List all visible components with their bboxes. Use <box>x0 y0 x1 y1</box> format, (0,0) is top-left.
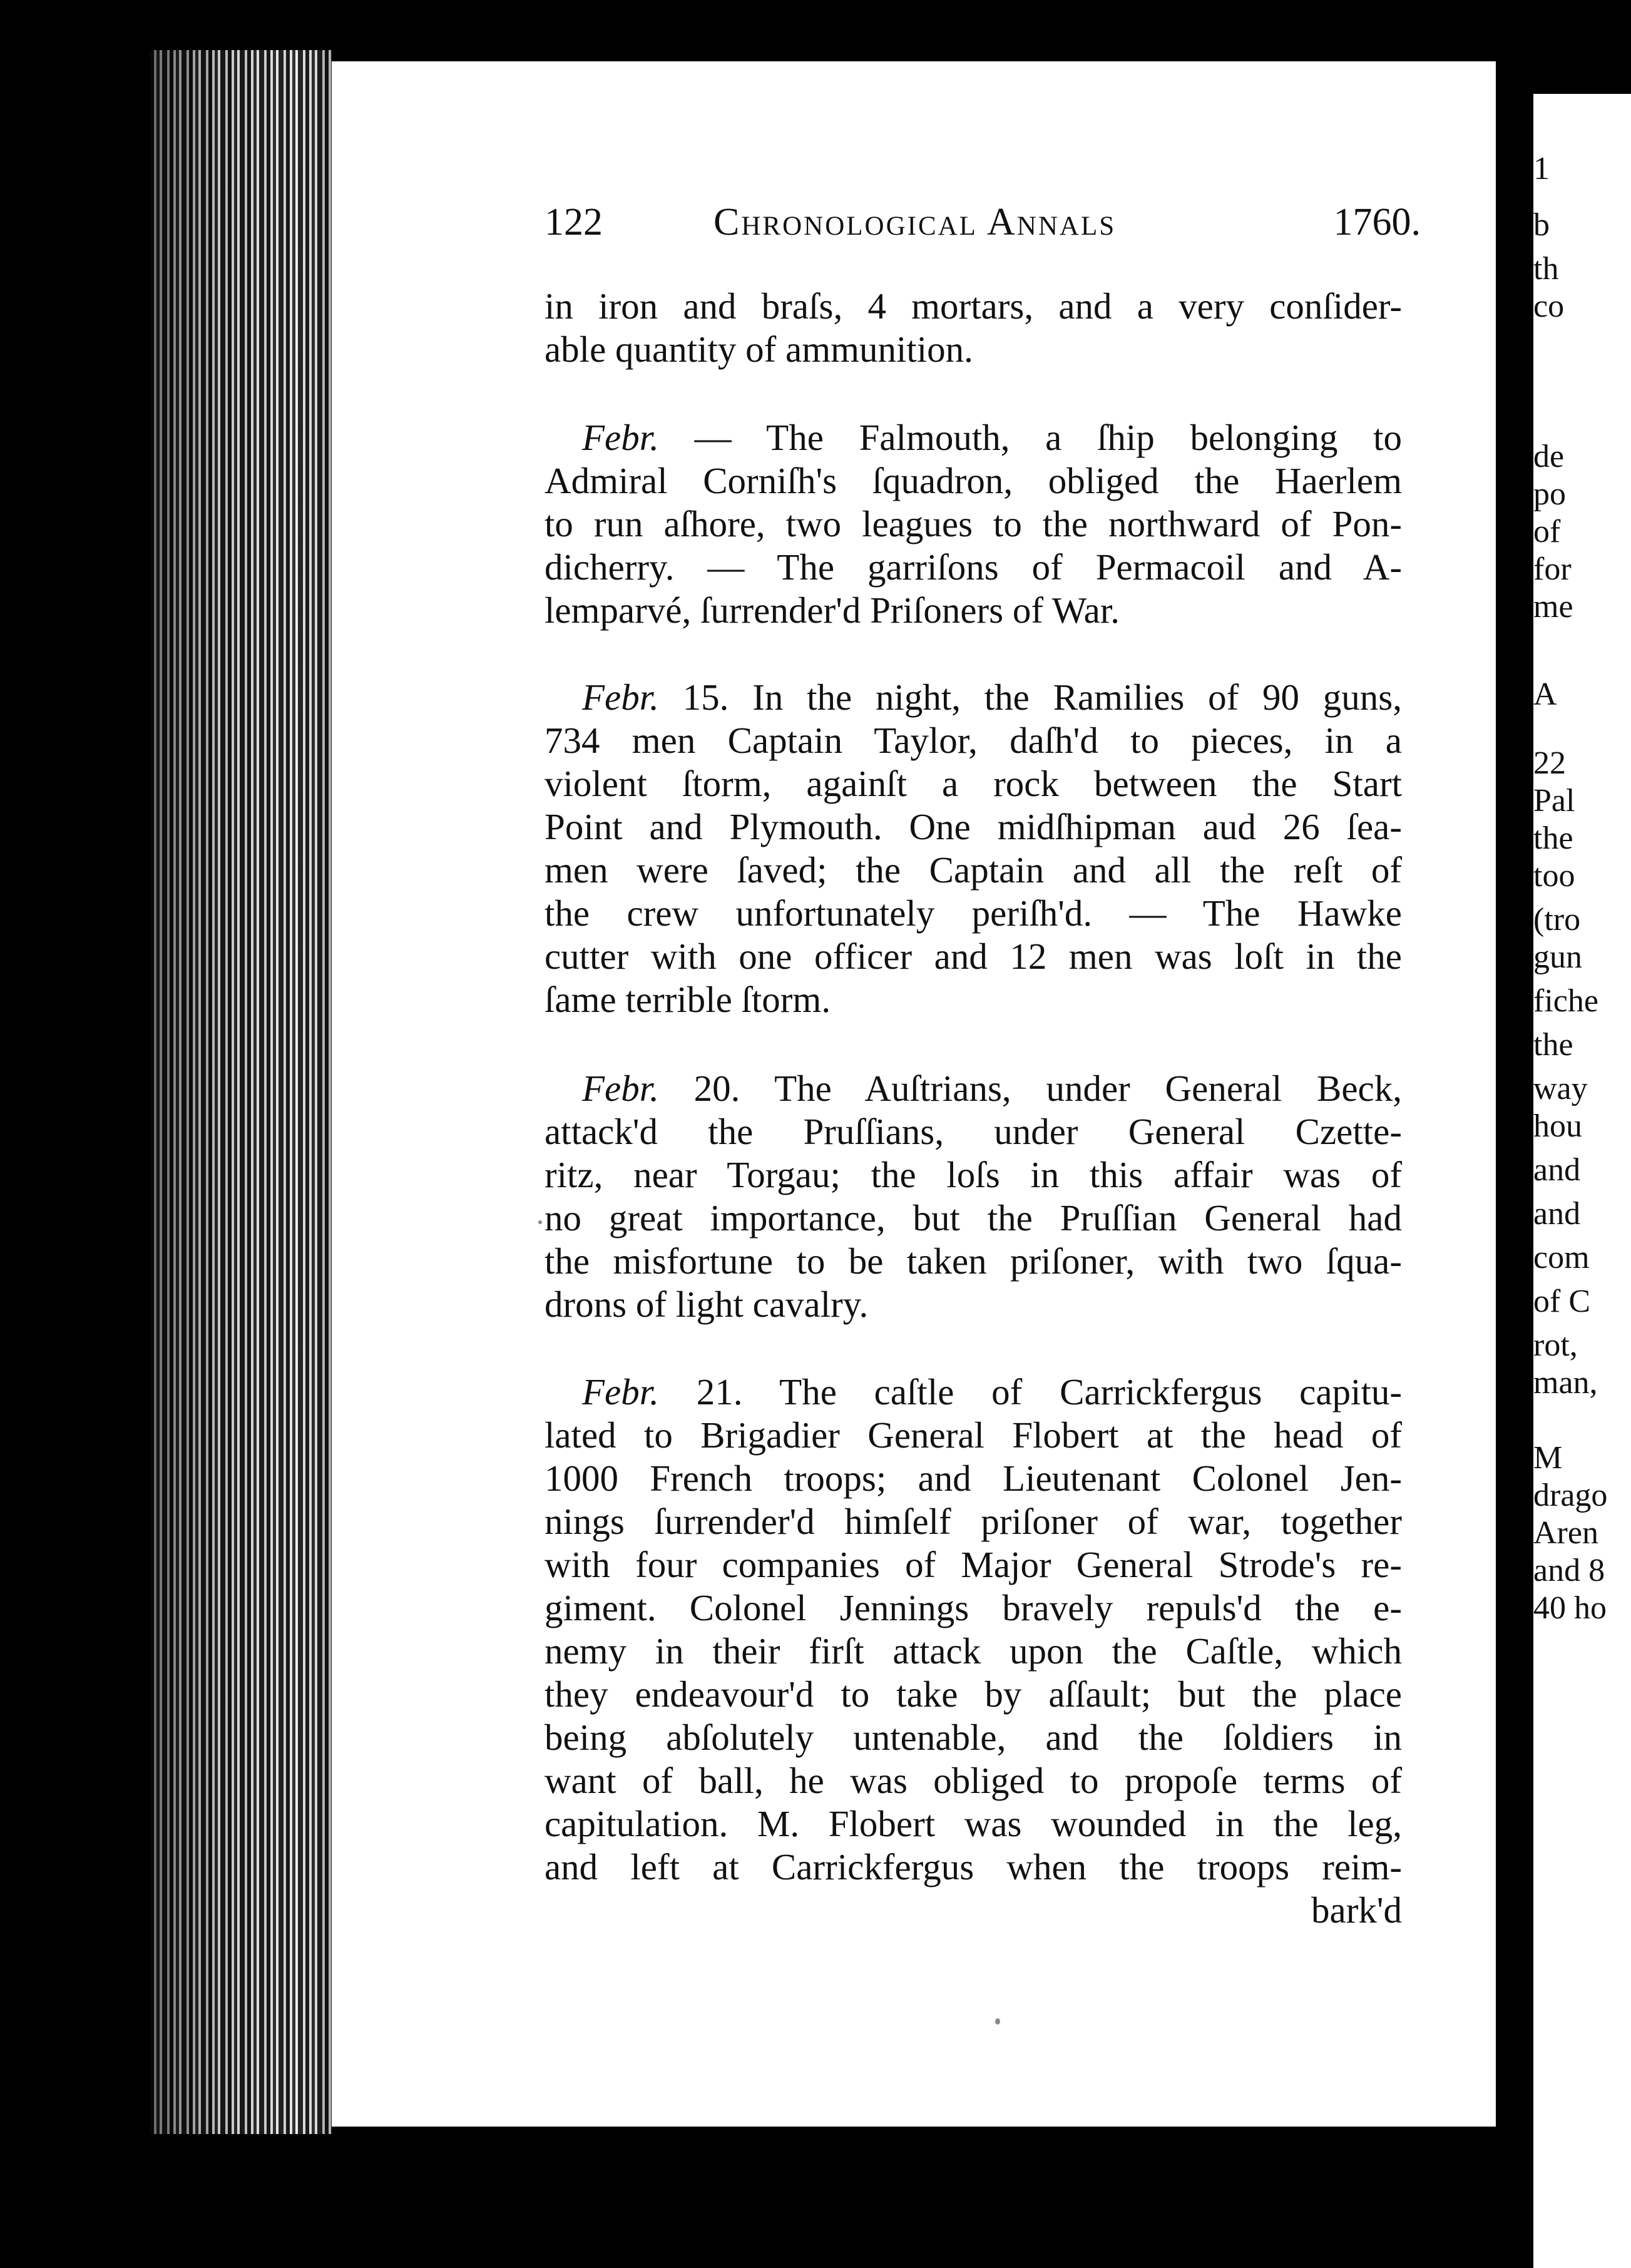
text-line: the misfortune to be taken priſoner, with two ſqua- <box>545 1240 1402 1282</box>
text-line: 1000 French troops; and Lieutenant Colonel Jen- <box>545 1458 1402 1499</box>
text-line: men were ſaved; the Captain and all the reſt of <box>545 849 1402 891</box>
text-line: able quantity of ammunition. <box>545 329 973 370</box>
next-page-text-fragment: and <box>1533 1152 1581 1188</box>
text-line: they endeavour'd to take by aſſault; but the place <box>545 1673 1402 1715</box>
catchword: bark'd <box>1311 1889 1402 1931</box>
next-page-text-fragment: of C <box>1533 1284 1590 1319</box>
text-line: drons of light cavalry. <box>545 1284 869 1325</box>
text-line: Febr. — The Falmouth, a ſhip belonging to <box>582 417 1402 458</box>
page-speck <box>995 2018 1000 2025</box>
next-page-text-fragment: man, <box>1533 1365 1598 1401</box>
entry-paragraph <box>545 1067 1402 1326</box>
next-page-text-fragment: b <box>1533 207 1550 243</box>
running-head-year: 1760. <box>1333 201 1421 243</box>
next-page-text-fragment: fiche <box>1533 983 1598 1019</box>
running-head-title: Chronological Annals <box>713 201 1117 243</box>
next-page-text-fragment: and 8 <box>1533 1553 1605 1588</box>
next-page-text-fragment: 22 <box>1533 745 1566 781</box>
text-line: Febr. 21. The caſtle of Carrickfergus capitu- <box>582 1371 1402 1412</box>
next-page-text-fragment: the <box>1533 820 1573 856</box>
next-page-text-fragment: the <box>1533 1027 1573 1063</box>
running-head <box>545 200 1421 257</box>
text-line: ſame terrible ſtorm. <box>545 979 831 1020</box>
next-page-text-fragment: hou <box>1533 1108 1582 1144</box>
text-line: want of ball, he was obliged to propoſe terms of <box>545 1760 1402 1801</box>
text-line: nemy in their firſt attack upon the Caſtle, which <box>545 1630 1402 1672</box>
text-line: in iron and braſs, 4 mortars, and a very conſider- <box>545 285 1402 327</box>
text-line: Febr. 20. The Auſtrians, under General Beck, <box>582 1068 1402 1109</box>
next-page-text-fragment: 40 ho <box>1533 1590 1607 1626</box>
next-page-text-fragment: Aren <box>1533 1515 1598 1551</box>
entry-paragraph <box>545 416 1402 632</box>
text-line: no great importance, but the Pruſſian General had <box>545 1197 1402 1239</box>
next-page-text-fragment: for <box>1533 551 1572 587</box>
text-line: the crew unfortunately periſh'd. — The Hawke <box>545 892 1402 934</box>
next-page-text-fragment: (tro <box>1533 902 1581 937</box>
next-page-text-fragment: and <box>1533 1196 1581 1232</box>
next-page-text-fragment: de <box>1533 439 1565 474</box>
next-page-fragment <box>1533 94 1631 2268</box>
text-line: being abſolutely untenable, and the ſoldiers in <box>545 1717 1402 1758</box>
next-page-text-fragment: 1 <box>1533 151 1550 186</box>
next-page-text-fragment: gun <box>1533 939 1582 975</box>
next-page-text-fragment: th <box>1533 251 1559 287</box>
next-page-text-fragment: M <box>1533 1440 1563 1476</box>
entry-paragraph <box>545 676 1402 1021</box>
entry-paragraph <box>545 1371 1402 1932</box>
text-line: attack'd the Pruſſians, under General Czette- <box>545 1111 1402 1152</box>
page-number: 122 <box>545 201 603 243</box>
text-line: to run aſhore, two leagues to the northward of Pon- <box>545 503 1402 544</box>
entry-date-lead: Febr. <box>582 1371 659 1412</box>
text-line: violent ſtorm, againſt a rock between the Start <box>545 763 1402 804</box>
text-line: lemparvé, ſurrender'd Priſoners of War. <box>545 590 1120 631</box>
entry-date-lead: Febr. <box>582 417 659 458</box>
entry-date-lead: Febr. <box>582 677 659 718</box>
text-line: capitulation. M. Flobert was wounded in the leg, <box>545 1803 1402 1844</box>
text-line: lated to Brigadier General Flobert at the head of <box>545 1414 1402 1456</box>
text-line: nings ſurrender'd himſelf priſoner of war, together <box>545 1501 1402 1542</box>
text-line: with four companies of Major General Strode's re- <box>545 1544 1402 1585</box>
paragraph-continuation <box>545 285 1402 371</box>
next-page-text-fragment: too <box>1533 858 1575 894</box>
entry-date-lead: Febr. <box>582 1068 659 1109</box>
next-page-text-fragment: co <box>1533 289 1565 324</box>
text-line: ritz, near Torgau; the loſs in this affair was of <box>545 1154 1402 1195</box>
text-line: cutter with one officer and 12 men was loſt in the <box>545 936 1402 977</box>
text-line: Point and Plymouth. One midſhipman aud 26 ſea- <box>545 806 1402 847</box>
text-line: Febr. 15. In the night, the Ramilies of 90 guns, <box>582 677 1402 718</box>
next-page-text-fragment: drago <box>1533 1478 1608 1513</box>
page-speck <box>538 1220 542 1224</box>
next-page-text-fragment: rot, <box>1533 1327 1578 1363</box>
text-line: and left at Carrickfergus when the troops reim- <box>545 1846 1402 1887</box>
page-fore-edge-shade <box>150 50 332 2134</box>
next-page-text-fragment: way <box>1533 1071 1588 1106</box>
next-page-text-fragment: po <box>1533 476 1566 512</box>
next-page-text-fragment: Pal <box>1533 783 1575 819</box>
next-page-text-fragment: of <box>1533 514 1561 549</box>
next-page-text-fragment: com <box>1533 1240 1590 1275</box>
text-line: 734 men Captain Taylor, daſh'd to pieces, in a <box>545 720 1402 761</box>
next-page-text-fragment: me <box>1533 589 1573 625</box>
text-line: Admiral Corniſh's ſquadron, obliged the Haerlem <box>545 460 1402 501</box>
next-page-text-fragment: A <box>1533 677 1557 712</box>
text-line: dicherry. — The garriſons of Permacoil and A- <box>545 546 1402 588</box>
text-line: giment. Colonel Jennings bravely repuls'd the e- <box>545 1587 1402 1628</box>
